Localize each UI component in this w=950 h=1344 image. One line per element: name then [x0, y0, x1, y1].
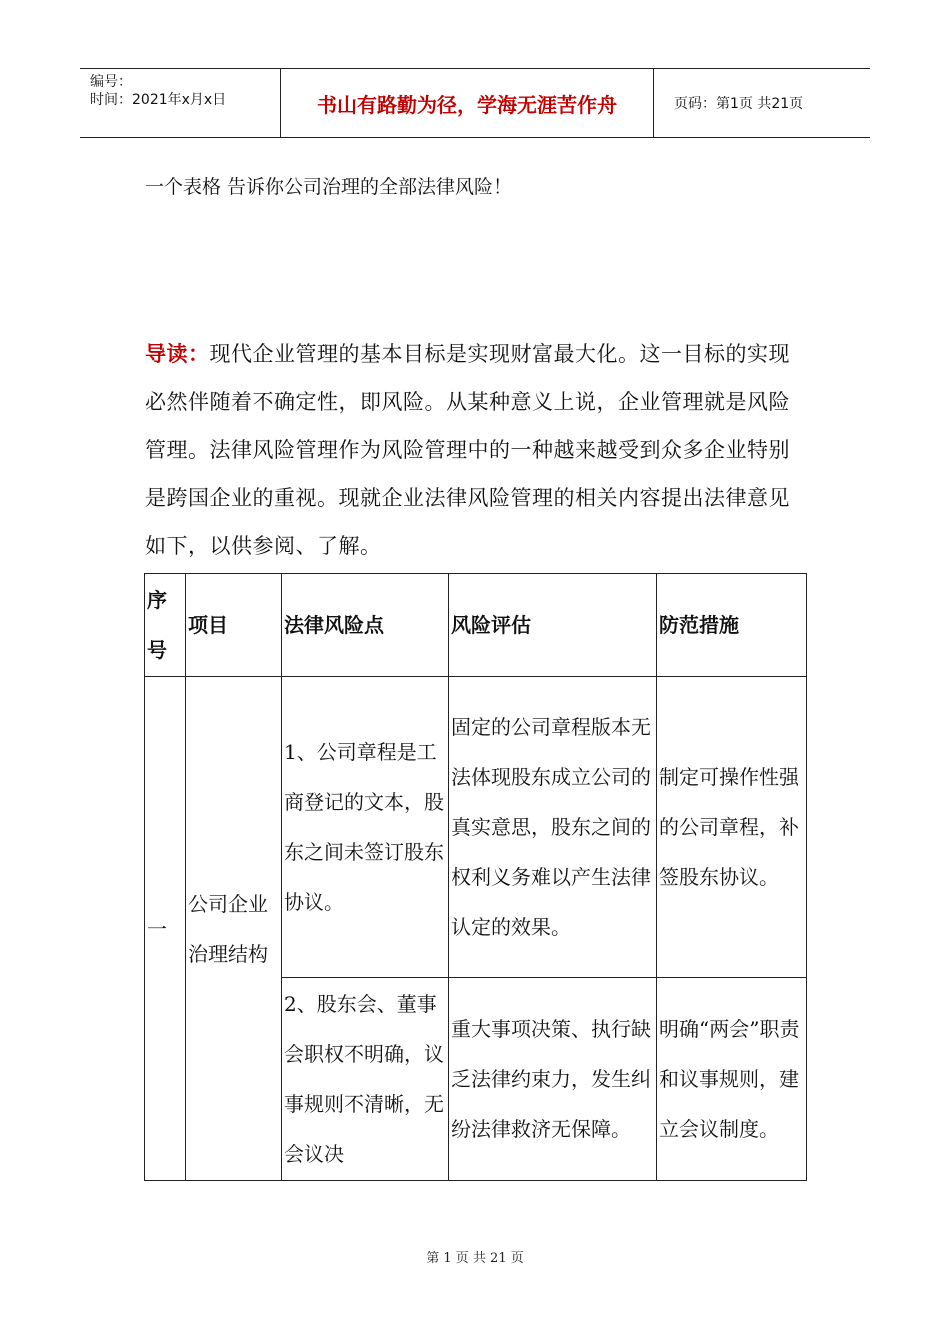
group-project: 公司企业治理结构 — [186, 677, 282, 1181]
page-header — [80, 68, 870, 138]
measures-cell: 明确“两会”职责和议事规则，建立会议制度。 — [657, 978, 807, 1181]
page-footer: 第 1 页 共 21 页 — [426, 1251, 524, 1266]
header-measures: 防范措施 — [657, 574, 807, 677]
assessment-cell: 固定的公司章程版本无法体现股东成立公司的真实意思，股东之间的权利义务难以产生法律认定的效果。 — [449, 677, 657, 978]
header-meta — [80, 69, 281, 137]
intro-paragraph — [145, 330, 810, 570]
group-number: 一 — [145, 677, 186, 1181]
intro-text: 现代企业管理的基本目标是实现财富最大化。这一目标的实现必然伴随着不确定性，即风险。从某种意义上说，企业管理就是风险管理。法律风险管理作为风险管理中的一种越来越受到众多企业特别是跨国企业的重视。现就企业法律风险管理的相关内容提出法律意见如下，以供参阅、了解。 — [145, 342, 790, 558]
table-row — [145, 677, 807, 978]
page-info-text: 页码：第1页 共21页 — [674, 96, 804, 112]
header-assessment: 风险评估 — [449, 574, 657, 677]
header-number: 序号 — [145, 574, 186, 677]
header-motto: 书山有路勤为径，学海无涯苦作舟 — [281, 69, 654, 137]
document-title: 一个表格 告诉你公司治理的全部法律风险！ — [145, 176, 513, 198]
risk-point-cell: 1、公司章程是工商登记的文本，股东之间未签订股东协议。 — [282, 677, 449, 978]
assessment-cell: 重大事项决策、执行缺乏法律约束力，发生纠纷法律救济无保障。 — [449, 978, 657, 1181]
header-project: 项目 — [186, 574, 282, 677]
risk-point-cell: 2、股东会、董事会职权不明确，议事规则不清晰，无会议决 — [282, 978, 449, 1181]
number-label: 编号： — [90, 74, 132, 90]
header-risk-point: 法律风险点 — [282, 574, 449, 677]
measures-cell: 制定可操作性强的公司章程，补签股东协议。 — [657, 677, 807, 978]
intro-lead: 导读： — [145, 341, 210, 366]
table-header-row — [145, 574, 807, 677]
header-page-info — [664, 69, 870, 137]
time-label: 时间：2021年x月x日 — [90, 92, 227, 108]
legal-risk-table — [144, 573, 807, 1181]
